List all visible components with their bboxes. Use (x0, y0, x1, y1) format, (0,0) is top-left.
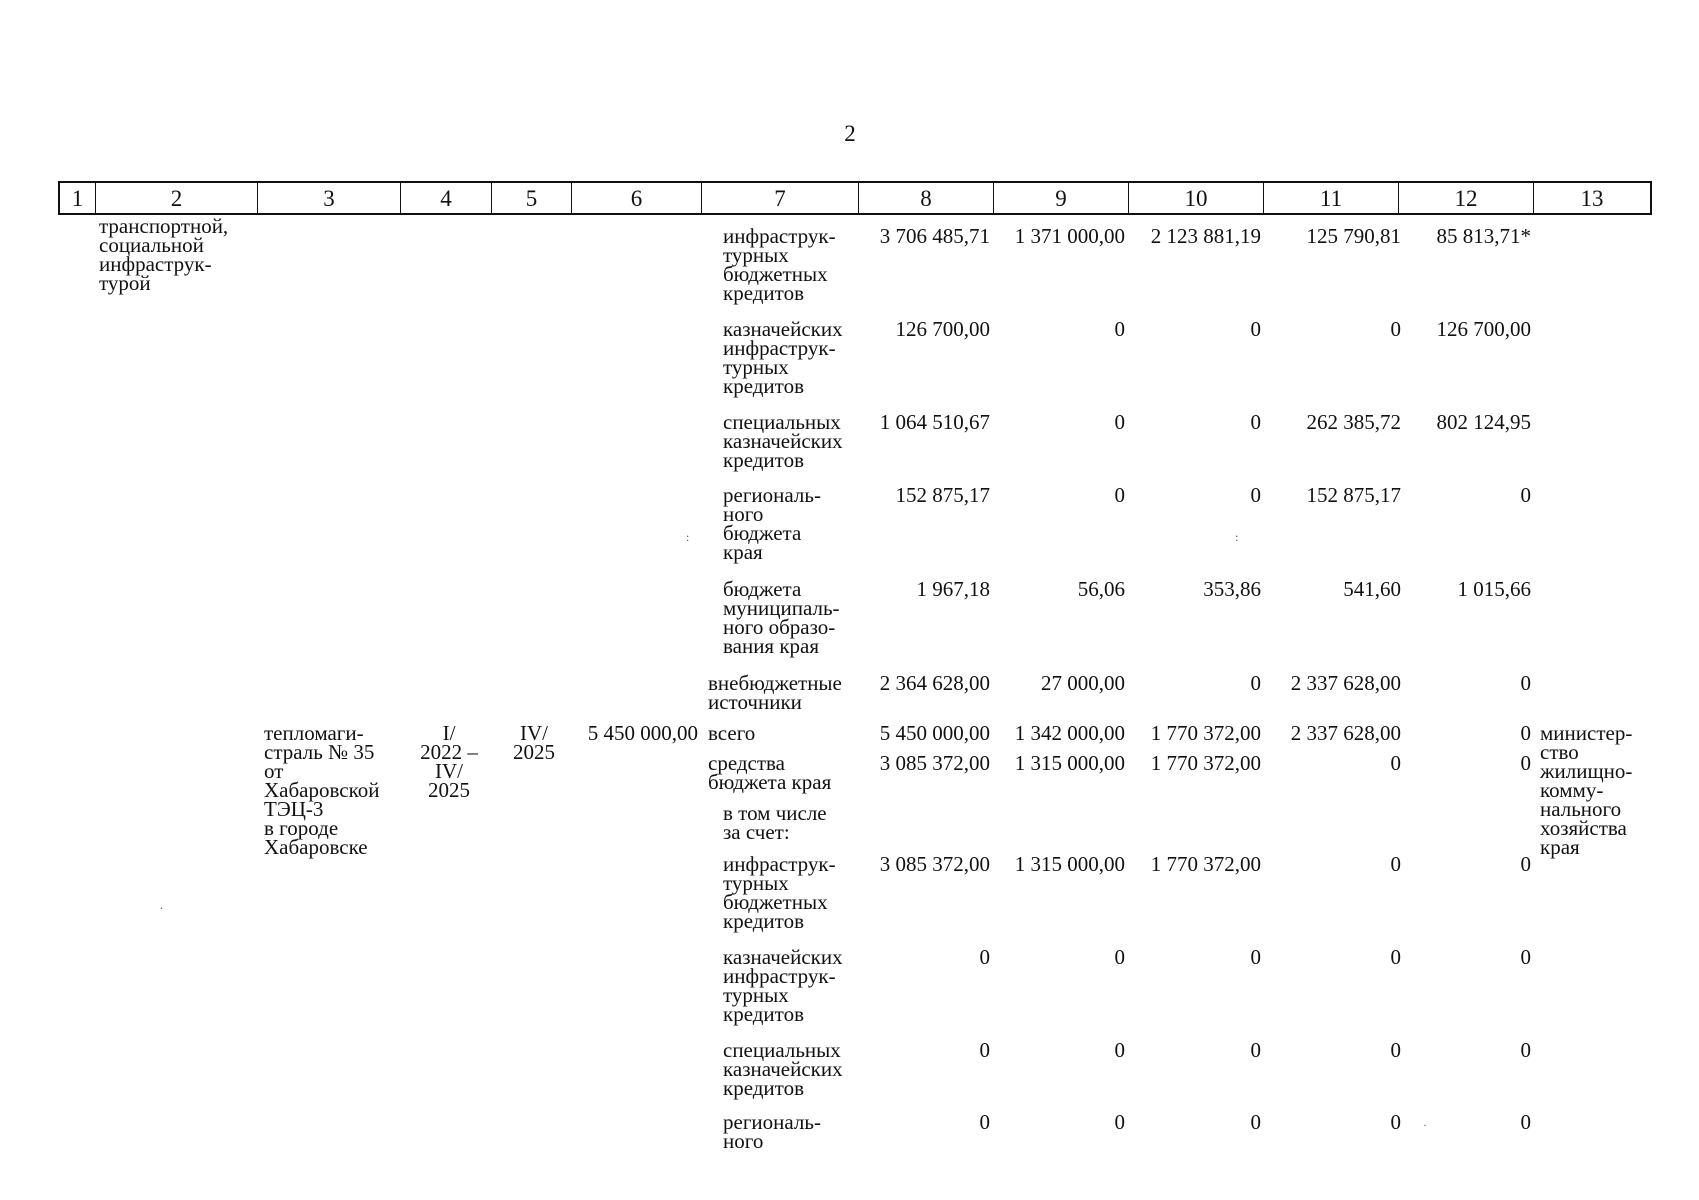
cell-col-9: 0 (1114, 1038, 1125, 1062)
header-col-7: 7 (702, 183, 859, 213)
header-col-1: 1 (60, 183, 96, 213)
cell-col-12: 0 (1520, 945, 1531, 969)
cell-col-11: 0 (1390, 1110, 1401, 1134)
cell-col-11: 0 (1390, 1038, 1401, 1062)
cell-col-8: 5 450 000,00 (879, 721, 990, 745)
page-number: 2 (844, 121, 856, 146)
row-label: специальных казначейских кредитов (723, 1038, 843, 1100)
row-label: внебюджетные источники (708, 671, 842, 714)
cell-col-9: 1 371 000,00 (1014, 224, 1125, 248)
cell-col-8: 152 875,17 (895, 483, 990, 507)
cell-col-12: 126 700,00 (1436, 317, 1531, 341)
row-label: региональ- ного бюджета края (723, 483, 821, 564)
cell-col-11: 125 790,81 (1306, 224, 1401, 248)
cell-col-9: 0 (1114, 1110, 1125, 1134)
header-col-9: 9 (994, 183, 1129, 213)
cell-col-8: 0 (979, 1038, 990, 1062)
cell-col-11: 262 385,72 (1306, 410, 1401, 434)
cell-col-11: 0 (1390, 317, 1401, 341)
cell-col-12: 0 (1520, 671, 1531, 695)
cell-col-9: 0 (1114, 410, 1125, 434)
block2-responsible-ministry: министер- ство жилищно- комму- нального хозяйства края (1540, 721, 1633, 859)
cell-col-8: 126 700,00 (895, 317, 990, 341)
cell-col-10: 0 (1250, 671, 1261, 695)
cell-col-11: 0 (1390, 852, 1401, 876)
block2-start-period: I/ 2022 – IV/ 2025 (420, 721, 478, 802)
row-label: казначейских инфраструк- турных кредитов (723, 317, 843, 398)
cell-col-11: 0 (1390, 945, 1401, 969)
cell-col-11: 0 (1390, 751, 1401, 775)
cell-col-8: 0 (979, 945, 990, 969)
cell-col-10: 353,86 (1203, 577, 1261, 601)
cell-col-12: 0 (1520, 1110, 1531, 1134)
header-col-11: 11 (1264, 183, 1399, 213)
row-label: казначейских инфраструк- турных кредитов (723, 945, 843, 1026)
cell-col-10: 0 (1250, 1038, 1261, 1062)
cell-col-11: 2 337 628,00 (1290, 721, 1401, 745)
cell-col-12: 0 (1520, 751, 1531, 775)
block2-end-period: IV/ 2025 (513, 721, 555, 764)
row-label: в том числе за счет: (723, 801, 827, 844)
header-col-10: 10 (1129, 183, 1264, 213)
cell-col-12: 1 015,66 (1457, 577, 1531, 601)
cell-col-8: 1 064 510,67 (879, 410, 990, 434)
cell-col-8: 1 967,18 (916, 577, 990, 601)
scan-speck: : (1235, 530, 1239, 544)
cell-col-10: 1 770 372,00 (1150, 852, 1261, 876)
cell-col-8: 2 364 628,00 (879, 671, 990, 695)
header-col-13: 13 (1580, 186, 1604, 211)
cell-col-10: 1 770 372,00 (1150, 751, 1261, 775)
cell-col-10: 1 770 372,00 (1150, 721, 1261, 745)
cell-col-12: 0 (1520, 483, 1531, 507)
cell-col-9: 1 315 000,00 (1014, 852, 1125, 876)
scan-speck: . (160, 898, 163, 912)
cell-col-12: 0 (1520, 721, 1531, 745)
cell-col-10: 2 123 881,19 (1150, 224, 1261, 248)
header-col-4: 4 (401, 183, 492, 213)
header-col-3: 3 (258, 183, 401, 213)
cell-col-12: 802 124,95 (1436, 410, 1531, 434)
row-label: инфраструк- турных бюджетных кредитов (723, 224, 836, 305)
row-label: инфраструк- турных бюджетных кредитов (723, 852, 836, 933)
cell-col-11: 152 875,17 (1306, 483, 1401, 507)
cell-col-8: 0 (979, 1110, 990, 1134)
cell-col-9: 0 (1114, 483, 1125, 507)
row-label: всего (708, 721, 756, 745)
cell-col-12: 0 (1520, 852, 1531, 876)
cell-col-8: 3 085 372,00 (879, 751, 990, 775)
scan-speck: : (686, 530, 690, 544)
cell-col-9: 27 000,00 (1041, 671, 1125, 695)
cell-col-9: 56,06 (1077, 577, 1125, 601)
cell-col-9: 0 (1114, 945, 1125, 969)
header-col-6: 6 (572, 183, 702, 213)
cell-col-10: 0 (1250, 410, 1261, 434)
header-col-5: 5 (492, 183, 572, 213)
row-label: региональ- ного (723, 1110, 821, 1153)
cell-col-9: 1 342 000,00 (1014, 721, 1125, 745)
cell-col-9: 0 (1114, 317, 1125, 341)
cell-col-12: 0 (1520, 1038, 1531, 1062)
cell-col-10: 0 (1250, 945, 1261, 969)
cell-col-8: 3 706 485,71 (879, 224, 990, 248)
block1-col2-text: транспортной, социальной инфраструк- турой (99, 214, 229, 295)
cell-col-8: 3 085 372,00 (879, 852, 990, 876)
row-label: специальных казначейских кредитов (723, 410, 843, 472)
row-label: бюджета муниципаль- ного образо- вания края (723, 577, 840, 658)
header-col-8: 8 (859, 183, 994, 213)
row-label: средства бюджета края (708, 751, 832, 794)
cell-col-11: 541,60 (1343, 577, 1401, 601)
scan-speck: · (1423, 1118, 1427, 1132)
cell-col-9: 1 315 000,00 (1014, 751, 1125, 775)
cell-col-10: 0 (1250, 317, 1261, 341)
cell-col-11: 2 337 628,00 (1290, 671, 1401, 695)
block2-object-name: тепломаги- страль № 35 от Хабаровской ТЭЦ-3 в городе Хабаровске (264, 721, 380, 859)
table-header-row (58, 181, 1652, 215)
block2-total-cost: 5 450 000,00 (587, 721, 698, 745)
header-col-2: 2 (96, 183, 258, 213)
header-col-12: 12 (1399, 183, 1534, 213)
cell-col-10: 0 (1250, 1110, 1261, 1134)
cell-col-10: 0 (1250, 483, 1261, 507)
cell-col-12: 85 813,71* (1436, 224, 1531, 248)
